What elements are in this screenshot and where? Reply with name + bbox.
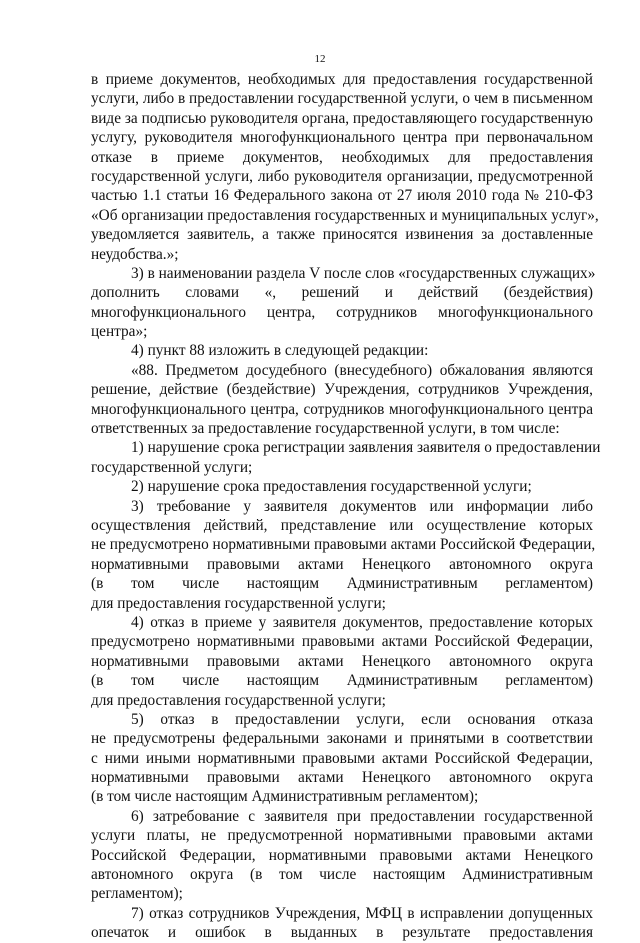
- text-line: не предусмотрено нормативными правовыми актами Российской Федерации,: [91, 536, 596, 554]
- text-line: решение, действие (бездействие) Учреждения, сотрудников Учреждения,: [91, 381, 593, 399]
- text-line: 5) отказ в предоставлении услуги, если основания отказа: [131, 710, 593, 728]
- text-line: уведомляется заявитель, а также приносятся извинения за доставленные: [91, 226, 593, 244]
- text-line: многофункционального центра, сотрудников многофункционального центра: [91, 400, 593, 418]
- text-line: для предоставления государственной услуги;: [91, 594, 386, 612]
- text-line: государственной услуги, либо руководителя организации, предусмотренной: [91, 167, 593, 185]
- text-line: 3) в наименовании раздела V после слов «государственных служащих»: [131, 264, 596, 282]
- text-line: (в том числе настоящим Административным регламентом): [91, 672, 593, 690]
- text-line: 3) требование у заявителя документов или информации либо: [131, 497, 593, 515]
- text-line: регламентом);: [91, 885, 183, 903]
- text-line: (в том числе настоящим Административным регламентом): [91, 575, 593, 593]
- text-line: осуществления действий, представление или осуществление которых: [91, 516, 593, 534]
- text-line: с ними иными нормативными правовыми актами Российской Федерации,: [91, 749, 593, 767]
- text-line: частью 1.1 статьи 16 Федерального закона от 27 июля 2010 года № 210-ФЗ: [91, 187, 593, 205]
- text-line: центра»;: [91, 323, 148, 341]
- text-line: опечаток и ошибок в выданных в результате предоставления: [91, 924, 593, 942]
- text-line: услугу, руководителя многофункционального центра при первоначальном: [91, 129, 593, 147]
- document-body: [91, 70, 601, 943]
- text-line: нормативными правовыми актами Ненецкого автономного округа: [91, 652, 593, 670]
- text-line: 1) нарушение срока регистрации заявления заявителя о предоставлении: [131, 439, 601, 457]
- text-line: предусмотрено нормативными правовыми актами Российской Федерации,: [91, 633, 593, 651]
- text-line: многофункционального центра, сотрудников многофункционального: [91, 303, 593, 321]
- page-number: 12: [314, 53, 326, 65]
- text-line: 6) затребование с заявителя при предоставлении государственной: [131, 807, 593, 825]
- text-line: ответственных за предоставление государственной услуги, в том числе:: [91, 420, 560, 438]
- text-line: нормативными правовыми актами Ненецкого автономного округа: [91, 555, 593, 573]
- text-line: нормативными правовыми актами Ненецкого автономного округа: [91, 769, 593, 787]
- text-line: неудобства.»;: [91, 245, 179, 263]
- text-line: услуги, либо в предоставлении государственной услуги, о чем в письменном: [91, 90, 593, 108]
- text-line: 4) пункт 88 изложить в следующей редакции:: [131, 342, 429, 360]
- text-line: 2) нарушение срока предоставления государственной услуги;: [131, 478, 532, 496]
- text-line: 7) отказ сотрудников Учреждения, МФЦ в исправлении допущенных: [131, 904, 593, 922]
- text-line: для предоставления государственной услуги;: [91, 691, 386, 709]
- text-line: не предусмотрены федеральными законами и принятыми в соответствии: [91, 730, 593, 748]
- text-line: в приеме документов, необходимых для предоставления государственной: [91, 71, 593, 88]
- text-line: 4) отказ в приеме у заявителя документов, предоставление которых: [131, 613, 593, 631]
- text-line: государственной услуги;: [91, 458, 253, 476]
- text-line: (в том числе настоящим Административным регламентом);: [91, 788, 479, 806]
- text-line: отказе в приеме документов, необходимых для предоставления: [91, 148, 593, 166]
- text-line: дополнить словами «, решений и действий (бездействия): [91, 284, 593, 302]
- text-line: «88. Предметом досудебного (внесудебного) обжалования являются: [131, 361, 593, 379]
- text-line: услуги платы, не предусмотренной нормативными правовыми актами: [91, 827, 593, 845]
- text-line: виде за подписью руководителя органа, предоставляющего государственную: [91, 109, 593, 127]
- text-line: Российской Федерации, нормативными правовыми актами Ненецкого: [91, 846, 593, 864]
- text-line: автономного округа (в том числе настоящим Административным: [91, 866, 593, 884]
- text-line: «Об организации предоставления государственных и муниципальных услуг»,: [91, 206, 599, 224]
